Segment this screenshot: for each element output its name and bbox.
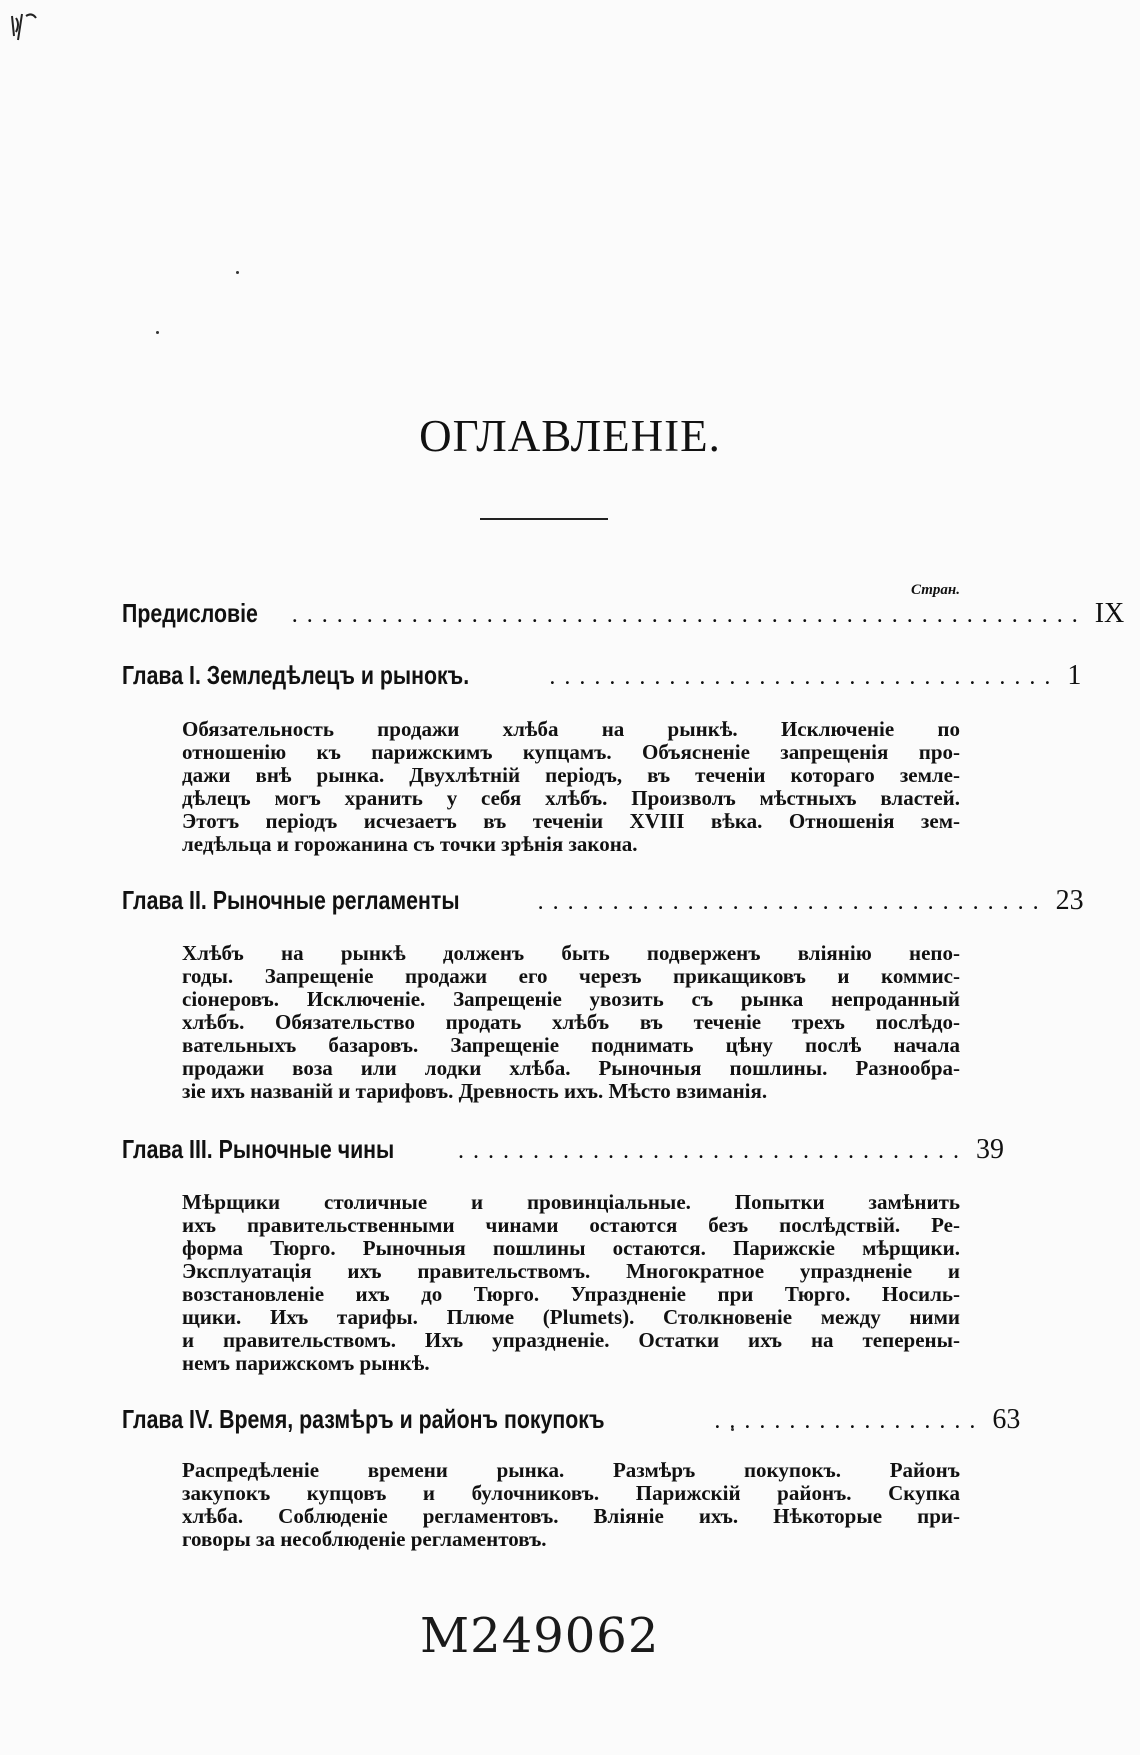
leader-dots: ..................................	[458, 1138, 969, 1164]
toc-entry-page: 63	[992, 1404, 1021, 1435]
leader-dots: ..................	[714, 1408, 985, 1434]
toc-entry-chapter-1[interactable]	[122, 660, 1082, 700]
toc-entry-title: Глава III. Рыночные чины	[122, 1134, 395, 1164]
chapter-3-summary: Мѣрщики столичные и провинціальные. Попытки замѣнить ихъ правительственными чинами остаются безъ послѣдствій. Ре- форма Тюрго. Рыночныя пошлины остаются. Парижскіе мѣрщики. Эксплуатація ихъ правительствомъ. Многократное упраздненіе и возстановленіе ихъ до Тюрго. Упраздненіе при Тюрго. Носиль- щики. Ихъ тарифы. Плюме (Plumets). Столкновеніе между ними и правительствомъ. Ихъ упраздненіе. Остатки ихъ на теперены- немъ парижскомъ рынкѣ.	[182, 1190, 960, 1375]
toc-entry-page: IX	[1094, 598, 1125, 629]
page-column-header: Стран.	[911, 582, 960, 598]
toc-entry-chapter-3[interactable]	[122, 1134, 1005, 1174]
title-divider	[480, 518, 608, 520]
print-speck	[236, 271, 239, 274]
chapter-1-summary: Обязательность продажи хлѣба на рынкѣ. Исключеніе по отношенію къ парижскимъ купцамъ. Объясненіе запрещенія про- дажи внѣ рынка. Двухлѣтній періодъ, въ теченіи котораго земле- дѣлецъ могъ хранить у себя хлѣбъ. Произволъ мѣстныхъ властей. Этотъ періодъ исчезаетъ въ теченіи XVIII вѣка. Отношенія зем- ледѣльца и горожанина съ точки зрѣнія закона.	[182, 717, 960, 856]
leader-dots: .....................................................	[291, 602, 1087, 628]
toc-entry-chapter-2[interactable]	[122, 885, 1084, 925]
toc-entry-title: Глава II. Рыночные регламенты	[122, 885, 460, 915]
toc-entry-page: 23	[1055, 885, 1084, 916]
library-stamp: M249062	[420, 1608, 660, 1664]
page-title: ОГЛАВЛЕНІЕ.	[419, 411, 721, 461]
leader-dots: ..................................	[549, 664, 1060, 690]
toc-entry-title: Глава IV. Время, размѣръ и районъ покупокъ	[122, 1404, 605, 1434]
toc-entry-chapter-4[interactable]	[122, 1404, 1021, 1444]
toc-entry-page: 1	[1067, 660, 1082, 691]
leader-dots: ..................................	[537, 889, 1048, 915]
toc-entry-title: Глава I. Земледѣлецъ и рынокъ.	[122, 660, 470, 690]
chapter-2-summary: Хлѣбъ на рынкѣ долженъ быть подверженъ вліянію непо- годы. Запрещеніе продажи его черезъ прикащиковъ и коммис- сіонеровъ. Исключеніе. Запрещеніе увозить съ рынка непроданный хлѣбъ. Обязательство продать хлѣбъ въ теченіе трехъ послѣдо- вательныхъ базаровъ. Запрещеніе поднимать цѣну послѣ начала продажи воза или лодки хлѣба. Рыночныя пошлины. Разнообра- зіе ихъ названій и тарифовъ. Древность ихъ. Мѣсто взиманія.	[182, 941, 960, 1103]
toc-entry-preface[interactable]	[122, 598, 1125, 638]
print-speck	[156, 331, 159, 334]
toc-entry-page: 39	[976, 1134, 1005, 1165]
chapter-4-summary: Распредѣленіе времени рынка. Размѣръ покупокъ. Районъ закупокъ купцовъ и булочниковъ. Парижскій районъ. Скупка хлѣба. Соблюденіе регламентовъ. Вліяніе ихъ. Нѣкоторые при- говоры за несоблюденіе регламентовъ.	[182, 1458, 960, 1551]
toc-entry-title: Предисловіе	[122, 598, 258, 628]
pencil-mark-icon	[4, 6, 48, 50]
